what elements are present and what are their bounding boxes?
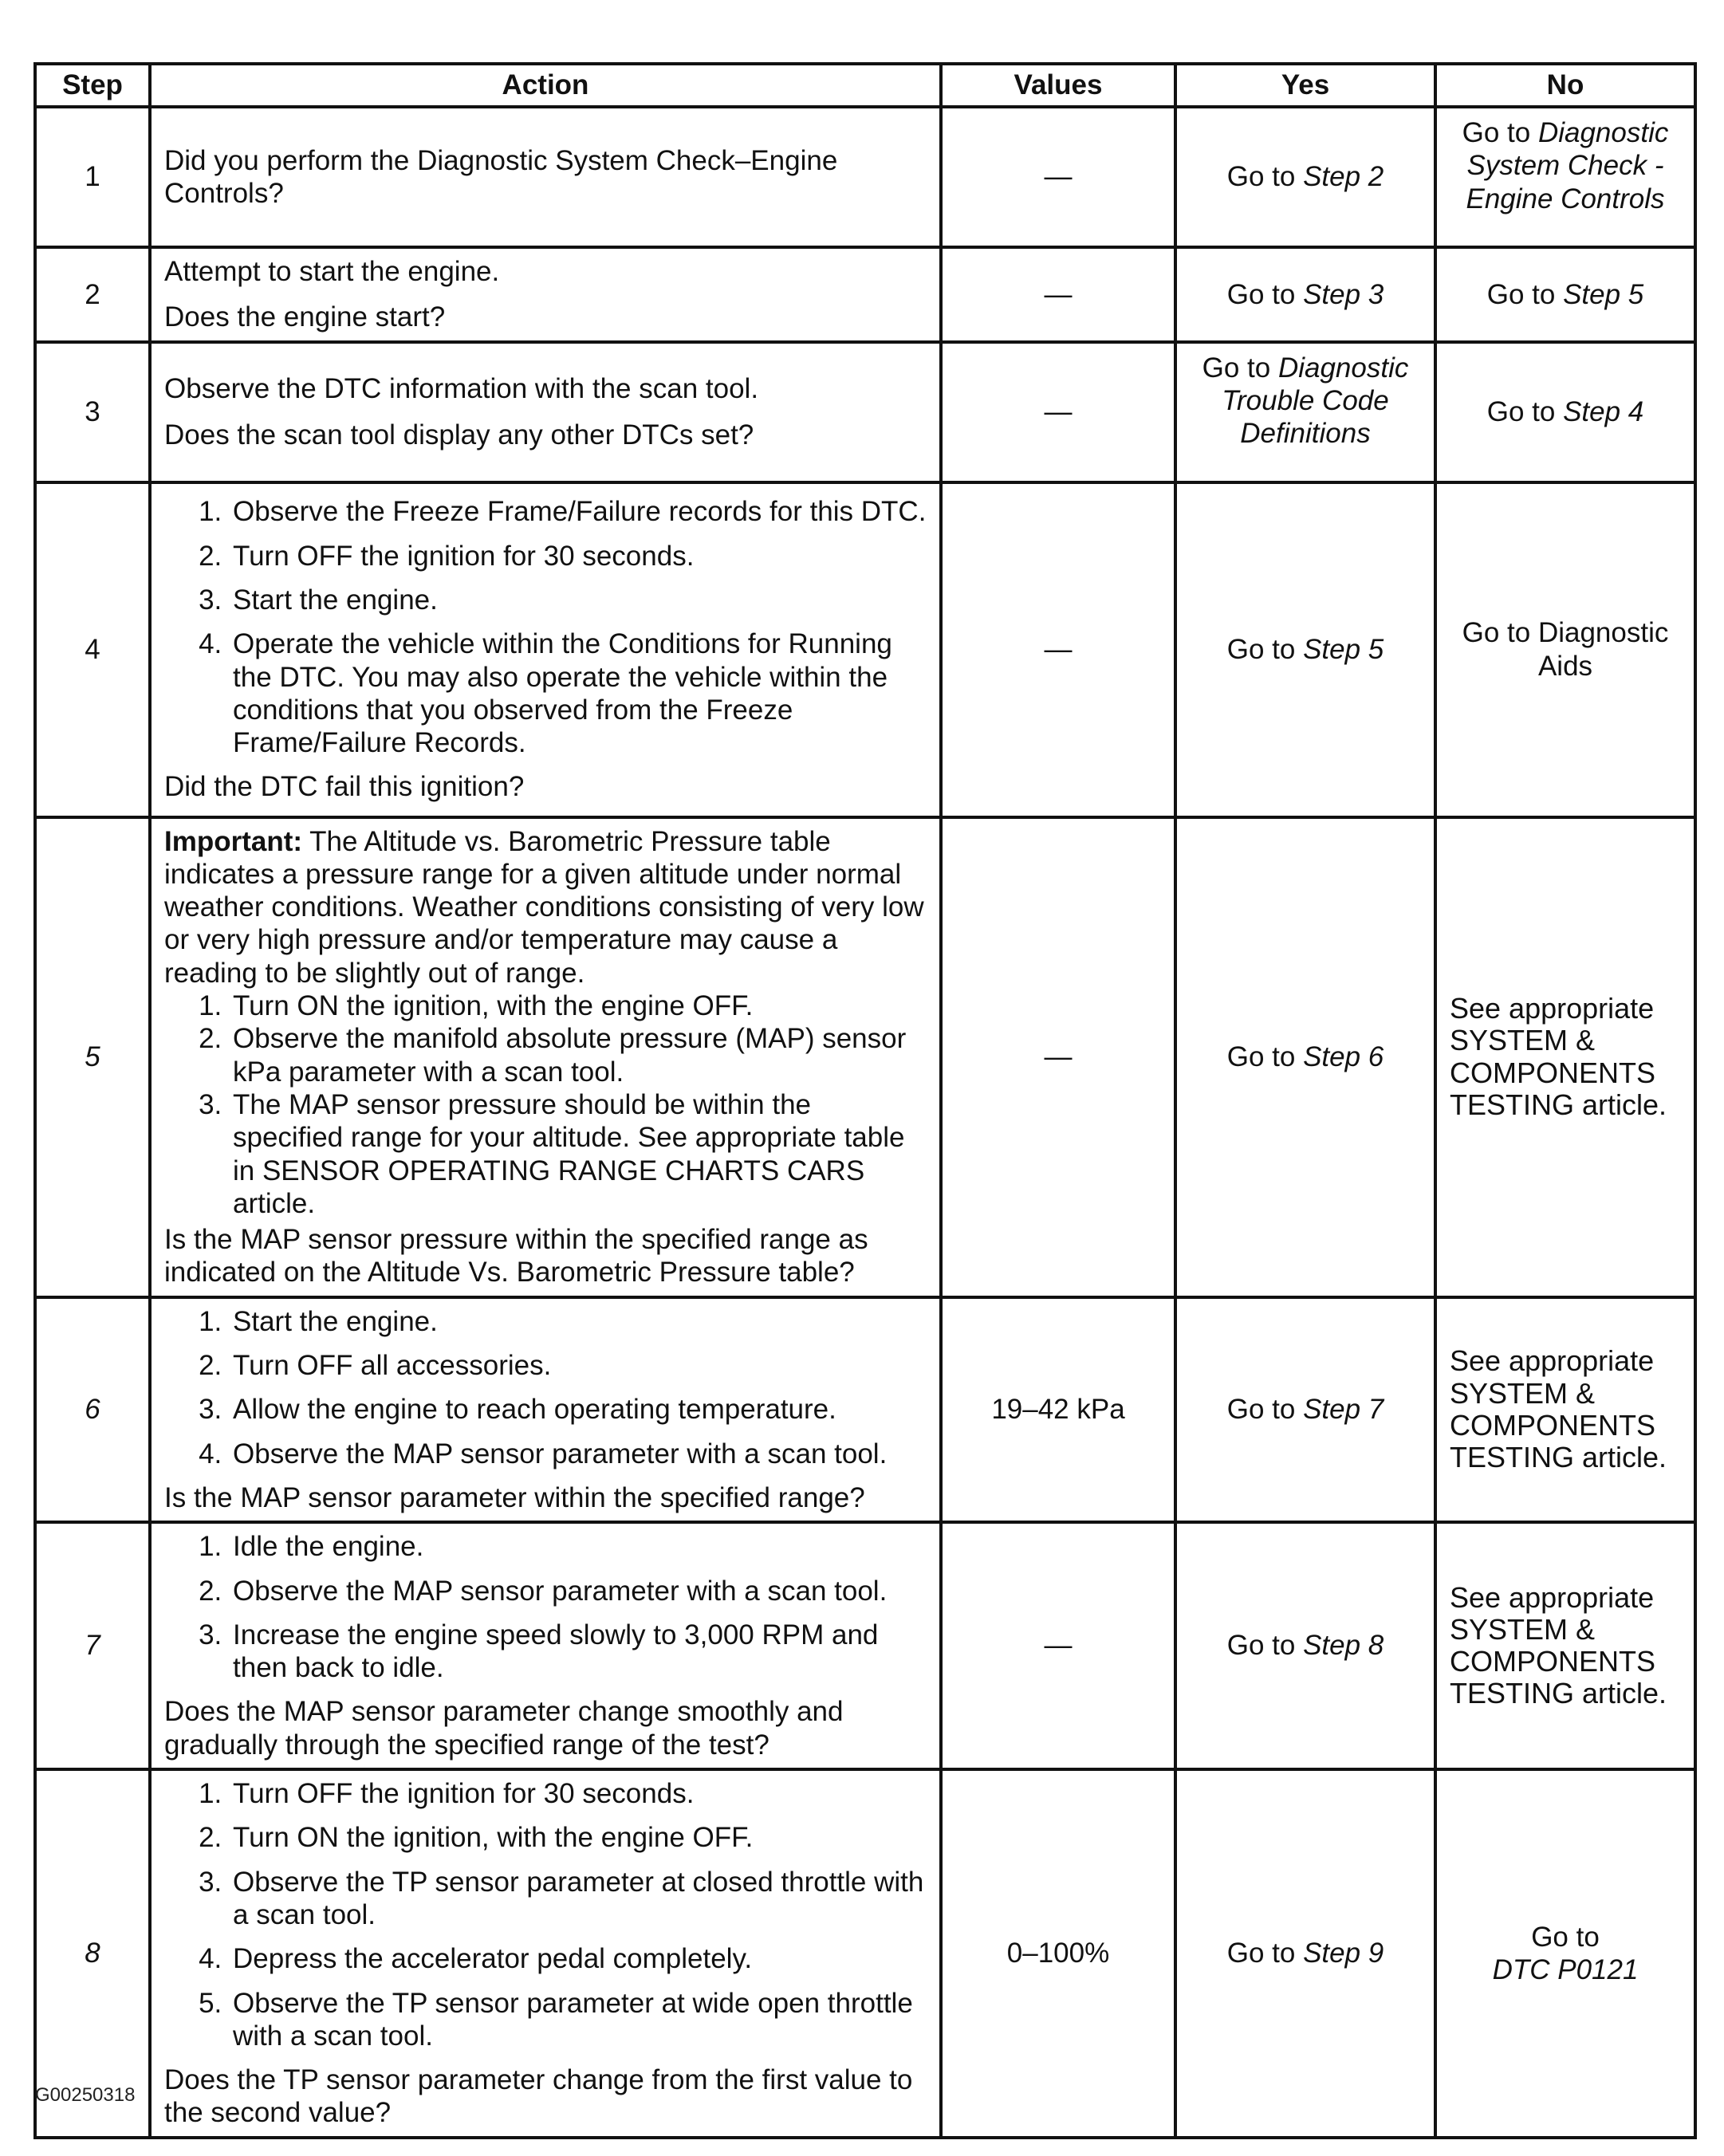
action-step: 2. Turn OFF all accessories. xyxy=(230,1349,927,1382)
action-step: 1. Observe the Freeze Frame/Failure records for this DTC. xyxy=(230,495,927,528)
table-row xyxy=(35,817,1695,1297)
header-action: Action xyxy=(150,64,941,107)
values-cell: — xyxy=(941,482,1175,817)
action-cell xyxy=(150,107,941,247)
action-step: 1. Start the engine. xyxy=(230,1305,927,1338)
header-values: Values xyxy=(941,64,1175,107)
no-cell: See appropriate SYSTEM & COMPONENTS TESTING article. xyxy=(1435,1297,1695,1522)
important-text: The Altitude vs. Barometric Pressure table indicates a pressure range for a given altitude under normal weather conditions. Weather conditions consisting of very low or very high pressure and/or temperature may cause a reading to be slightly out of range. xyxy=(164,825,924,989)
action-step: 1. Turn ON the ignition, with the engine OFF. xyxy=(230,989,927,1022)
action-step: 5. Observe the TP sensor parameter at wide open throttle with a scan tool. xyxy=(230,1987,927,2053)
yes-link: Step 3 xyxy=(1303,278,1384,310)
action-step: 3. The MAP sensor pressure should be within the specified range for your altitude. See appropriate table in SENSOR OPERATING RANGE CHARTS CARS article. xyxy=(230,1088,927,1220)
action-question: Does the TP sensor parameter change from the first value to the second value? xyxy=(164,2064,913,2129)
table-row xyxy=(35,1769,1695,2138)
action-cell xyxy=(150,817,941,1297)
yes-cell: Go to Step 9 xyxy=(1175,1769,1435,2138)
action-cell xyxy=(150,1297,941,1522)
table-header-row xyxy=(35,64,1695,107)
step-number: 7 xyxy=(35,1522,150,1769)
yes-link: Diagnostic Trouble Code Definitions xyxy=(1222,352,1409,450)
yes-link: Step 8 xyxy=(1303,1630,1384,1662)
action-step: 4. Depress the accelerator pedal completely. xyxy=(230,1942,927,1975)
action-step: 3. Allow the engine to reach operating temperature. xyxy=(230,1393,927,1426)
no-cell: Go to Step 5 xyxy=(1435,247,1695,342)
no-cell: Go to Step 4 xyxy=(1435,342,1695,482)
table-row xyxy=(35,247,1695,342)
action-cell xyxy=(150,1769,941,2138)
values-cell: — xyxy=(941,1522,1175,1769)
no-cell: See appropriate SYSTEM & COMPONENTS TESTING article. xyxy=(1435,817,1695,1297)
no-cell: Go to DTC P0121 xyxy=(1435,1769,1695,2138)
no-link: DTC P0121 xyxy=(1492,1953,1639,1985)
values-cell: — xyxy=(941,107,1175,247)
action-step: 3. Start the engine. xyxy=(230,584,927,616)
step-number: 5 xyxy=(35,817,150,1297)
action-step: 2. Observe the manifold absolute pressure (MAP) sensor kPa parameter with a scan tool. xyxy=(230,1022,927,1088)
header-no: No xyxy=(1435,64,1695,107)
action-step: 4. Observe the MAP sensor parameter with a scan tool. xyxy=(230,1438,927,1470)
action-steps xyxy=(164,1530,927,1684)
no-link: Step 5 xyxy=(1563,278,1644,310)
action-question: Is the MAP sensor parameter within the specified range? xyxy=(164,1481,865,1513)
header-step: Step xyxy=(35,64,150,107)
values-cell: — xyxy=(941,817,1175,1297)
action-step: 2. Observe the MAP sensor parameter with a scan tool. xyxy=(230,1575,927,1607)
step-number: 1 xyxy=(35,107,150,247)
action-line: Did you perform the Diagnostic System Check–Engine Controls? xyxy=(164,144,838,209)
values-cell: — xyxy=(941,342,1175,482)
figure-id: G00250318 xyxy=(35,2084,136,2106)
action-step: 2. Turn ON the ignition, with the engine OFF. xyxy=(230,1821,927,1854)
yes-cell: Go to Step 8 xyxy=(1175,1522,1435,1769)
action-question: Does the MAP sensor parameter change smoothly and gradually through the specified range of the test? xyxy=(164,1696,844,1761)
action-steps xyxy=(164,1777,927,2052)
step-number: 6 xyxy=(35,1297,150,1522)
table-row xyxy=(35,1522,1695,1769)
important-note xyxy=(164,825,927,989)
values-cell: — xyxy=(941,247,1175,342)
no-cell: Go to Diagnostic System Check - Engine Controls xyxy=(1435,107,1695,247)
yes-cell: Go to Step 3 xyxy=(1175,247,1435,342)
yes-cell: Go to Step 6 xyxy=(1175,817,1435,1297)
yes-link: Step 2 xyxy=(1303,161,1384,193)
action-step: 1. Turn OFF the ignition for 30 seconds. xyxy=(230,1777,927,1810)
action-question: Does the engine start? xyxy=(164,301,446,333)
table-row xyxy=(35,1297,1695,1522)
action-steps xyxy=(164,495,927,759)
action-line: Observe the DTC information with the scan tool. xyxy=(164,373,759,405)
action-cell xyxy=(150,1522,941,1769)
yes-cell: Go to Step 2 xyxy=(1175,107,1435,247)
yes-cell: Go to Step 7 xyxy=(1175,1297,1435,1522)
action-line: Attempt to start the engine. xyxy=(164,256,500,287)
action-question: Is the MAP sensor pressure within the specified range as indicated on the Altitude Vs. Barometric Pressure table? xyxy=(164,1224,868,1288)
table-row xyxy=(35,482,1695,817)
yes-link: Step 9 xyxy=(1303,1938,1384,1969)
yes-link: Step 6 xyxy=(1303,1041,1384,1073)
action-cell xyxy=(150,247,941,342)
action-step: 3. Observe the TP sensor parameter at closed throttle with a scan tool. xyxy=(230,1866,927,1932)
table-row xyxy=(35,342,1695,482)
yes-link: Step 7 xyxy=(1303,1394,1384,1426)
action-cell xyxy=(150,342,941,482)
yes-cell: Go to Step 5 xyxy=(1175,482,1435,817)
action-question: Does the scan tool display any other DTCs set? xyxy=(164,419,754,450)
action-steps xyxy=(164,1305,927,1470)
step-number: 8 xyxy=(35,1769,150,2138)
step-number: 3 xyxy=(35,342,150,482)
action-step: 4. Operate the vehicle within the Conditions for Running the DTC. You may also operate the vehicle within the conditions that you observed from the Freeze Frame/Failure Records. xyxy=(230,628,927,759)
action-cell xyxy=(150,482,941,817)
action-step: 1. Idle the engine. xyxy=(230,1530,927,1563)
header-yes: Yes xyxy=(1175,64,1435,107)
action-question: Did the DTC fail this ignition? xyxy=(164,771,525,803)
table-row xyxy=(35,107,1695,247)
yes-cell: Go to Diagnostic Trouble Code Definitions xyxy=(1175,342,1435,482)
action-step: 3. Increase the engine speed slowly to 3,000 RPM and then back to idle. xyxy=(230,1619,927,1685)
no-cell: Go to Diagnostic Aids xyxy=(1435,482,1695,817)
yes-link: Step 5 xyxy=(1303,633,1384,665)
no-link: Step 4 xyxy=(1563,395,1644,427)
no-cell: See appropriate SYSTEM & COMPONENTS TESTING article. xyxy=(1435,1522,1695,1769)
no-link: Diagnostic System Check - Engine Controls xyxy=(1466,117,1669,214)
step-number: 4 xyxy=(35,482,150,817)
step-number: 2 xyxy=(35,247,150,342)
values-cell: 0–100% xyxy=(941,1769,1175,2138)
values-cell: 19–42 kPa xyxy=(941,1297,1175,1522)
important-label: Important: xyxy=(164,825,303,857)
diagnostic-table xyxy=(33,62,1697,2139)
action-steps xyxy=(164,989,927,1220)
action-step: 2. Turn OFF the ignition for 30 seconds. xyxy=(230,540,927,572)
